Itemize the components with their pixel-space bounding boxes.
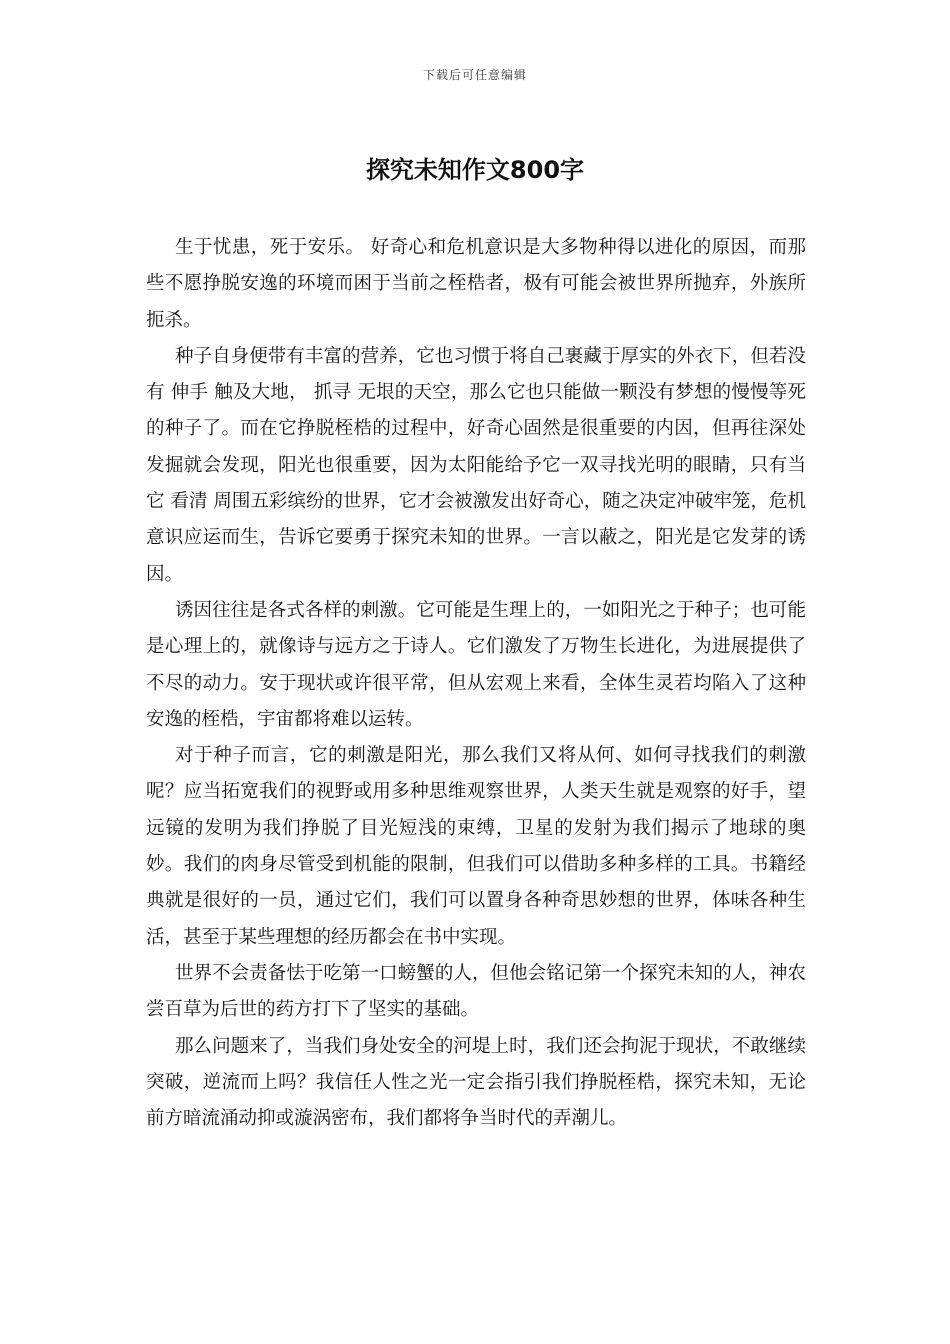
paragraph: 生于忧患，死于安乐。 好奇心和危机意识是大多物种得以进化的原因，而那些不愿挣脱安逸的环境而困于当前之桎梏者，极有可能会被世界所抛弃，外族所扼杀。 bbox=[146, 237, 806, 331]
paragraph: 对于种子而言，它的刺激是阳光，那么我们又将从何、如何寻找我们的刺激呢？应当拓宽我们的视野或用多种思维观察世界，人类天生就是观察的好手，望远镜的发明为我们挣脱了目光短浅的束缚，卫星的发射为我们揭示了地球的奥妙。我们的肉身尽管受到机能的限制，但我们可以借助多种多样的工具。书籍经典就是很好的一员，通过它们，我们可以置身各种奇思妙想的世界，体味各种生活，甚至于某些理想的经历都会在书中实现。 bbox=[146, 745, 806, 948]
paragraph: 世界不会责备怯于吃第一口螃蟹的人，但他会铭记第一个探究未知的人，神农尝百草为后世的药方打下了坚实的基础。 bbox=[146, 962, 806, 1021]
essay-body bbox=[146, 230, 806, 1137]
paragraph: 诱因往往是各式各样的刺激。它可能是生理上的，一如阳光之于种子；也可能是心理上的，就像诗与远方之于诗人。它们激发了万物生长进化，为进展提供了不尽的动力。安于现状或许很平常，但从宏观上来看，全体生灵若均陷入了这种安逸的桎梏，宇宙都将难以运转。 bbox=[146, 599, 806, 730]
header-note: 下载后可任意编辑 bbox=[422, 68, 527, 82]
paragraph: 那么问题来了，当我们身处安全的河堤上时，我们还会拘泥于现状，不敢继续突破，逆流而上吗？我信任人性之光一定会指引我们挣脱桎梏，探究未知，无论前方暗流涌动抑或漩涡密布，我们都将争当时代的弄潮儿。 bbox=[146, 1035, 806, 1130]
document-title: 探究未知作文800字 bbox=[365, 156, 585, 184]
paragraph: 种子自身便带有丰富的营养，它也习惯于将自己裹藏于厚实的外衣下，但若没有 伸手 触及大地， 抓寻 无垠的天空，那么它也只能做一颗没有梦想的慢慢等死的种子了。而在它挣脱桎梏的过程中，好奇心固然是很重要的内因，但再往深处发掘就会发现，阳光也很重要，因为太阳能给予它一双寻找光明的眼睛，只有当它 看清 周围五彩缤纷的世界，它才会被激发出好奇心，随之决定冲破牢笼，危机意识应运而生，告诉它要勇于探究未知的世界。一言以蔽之，阳光是它发芽的诱因。 bbox=[146, 345, 806, 585]
